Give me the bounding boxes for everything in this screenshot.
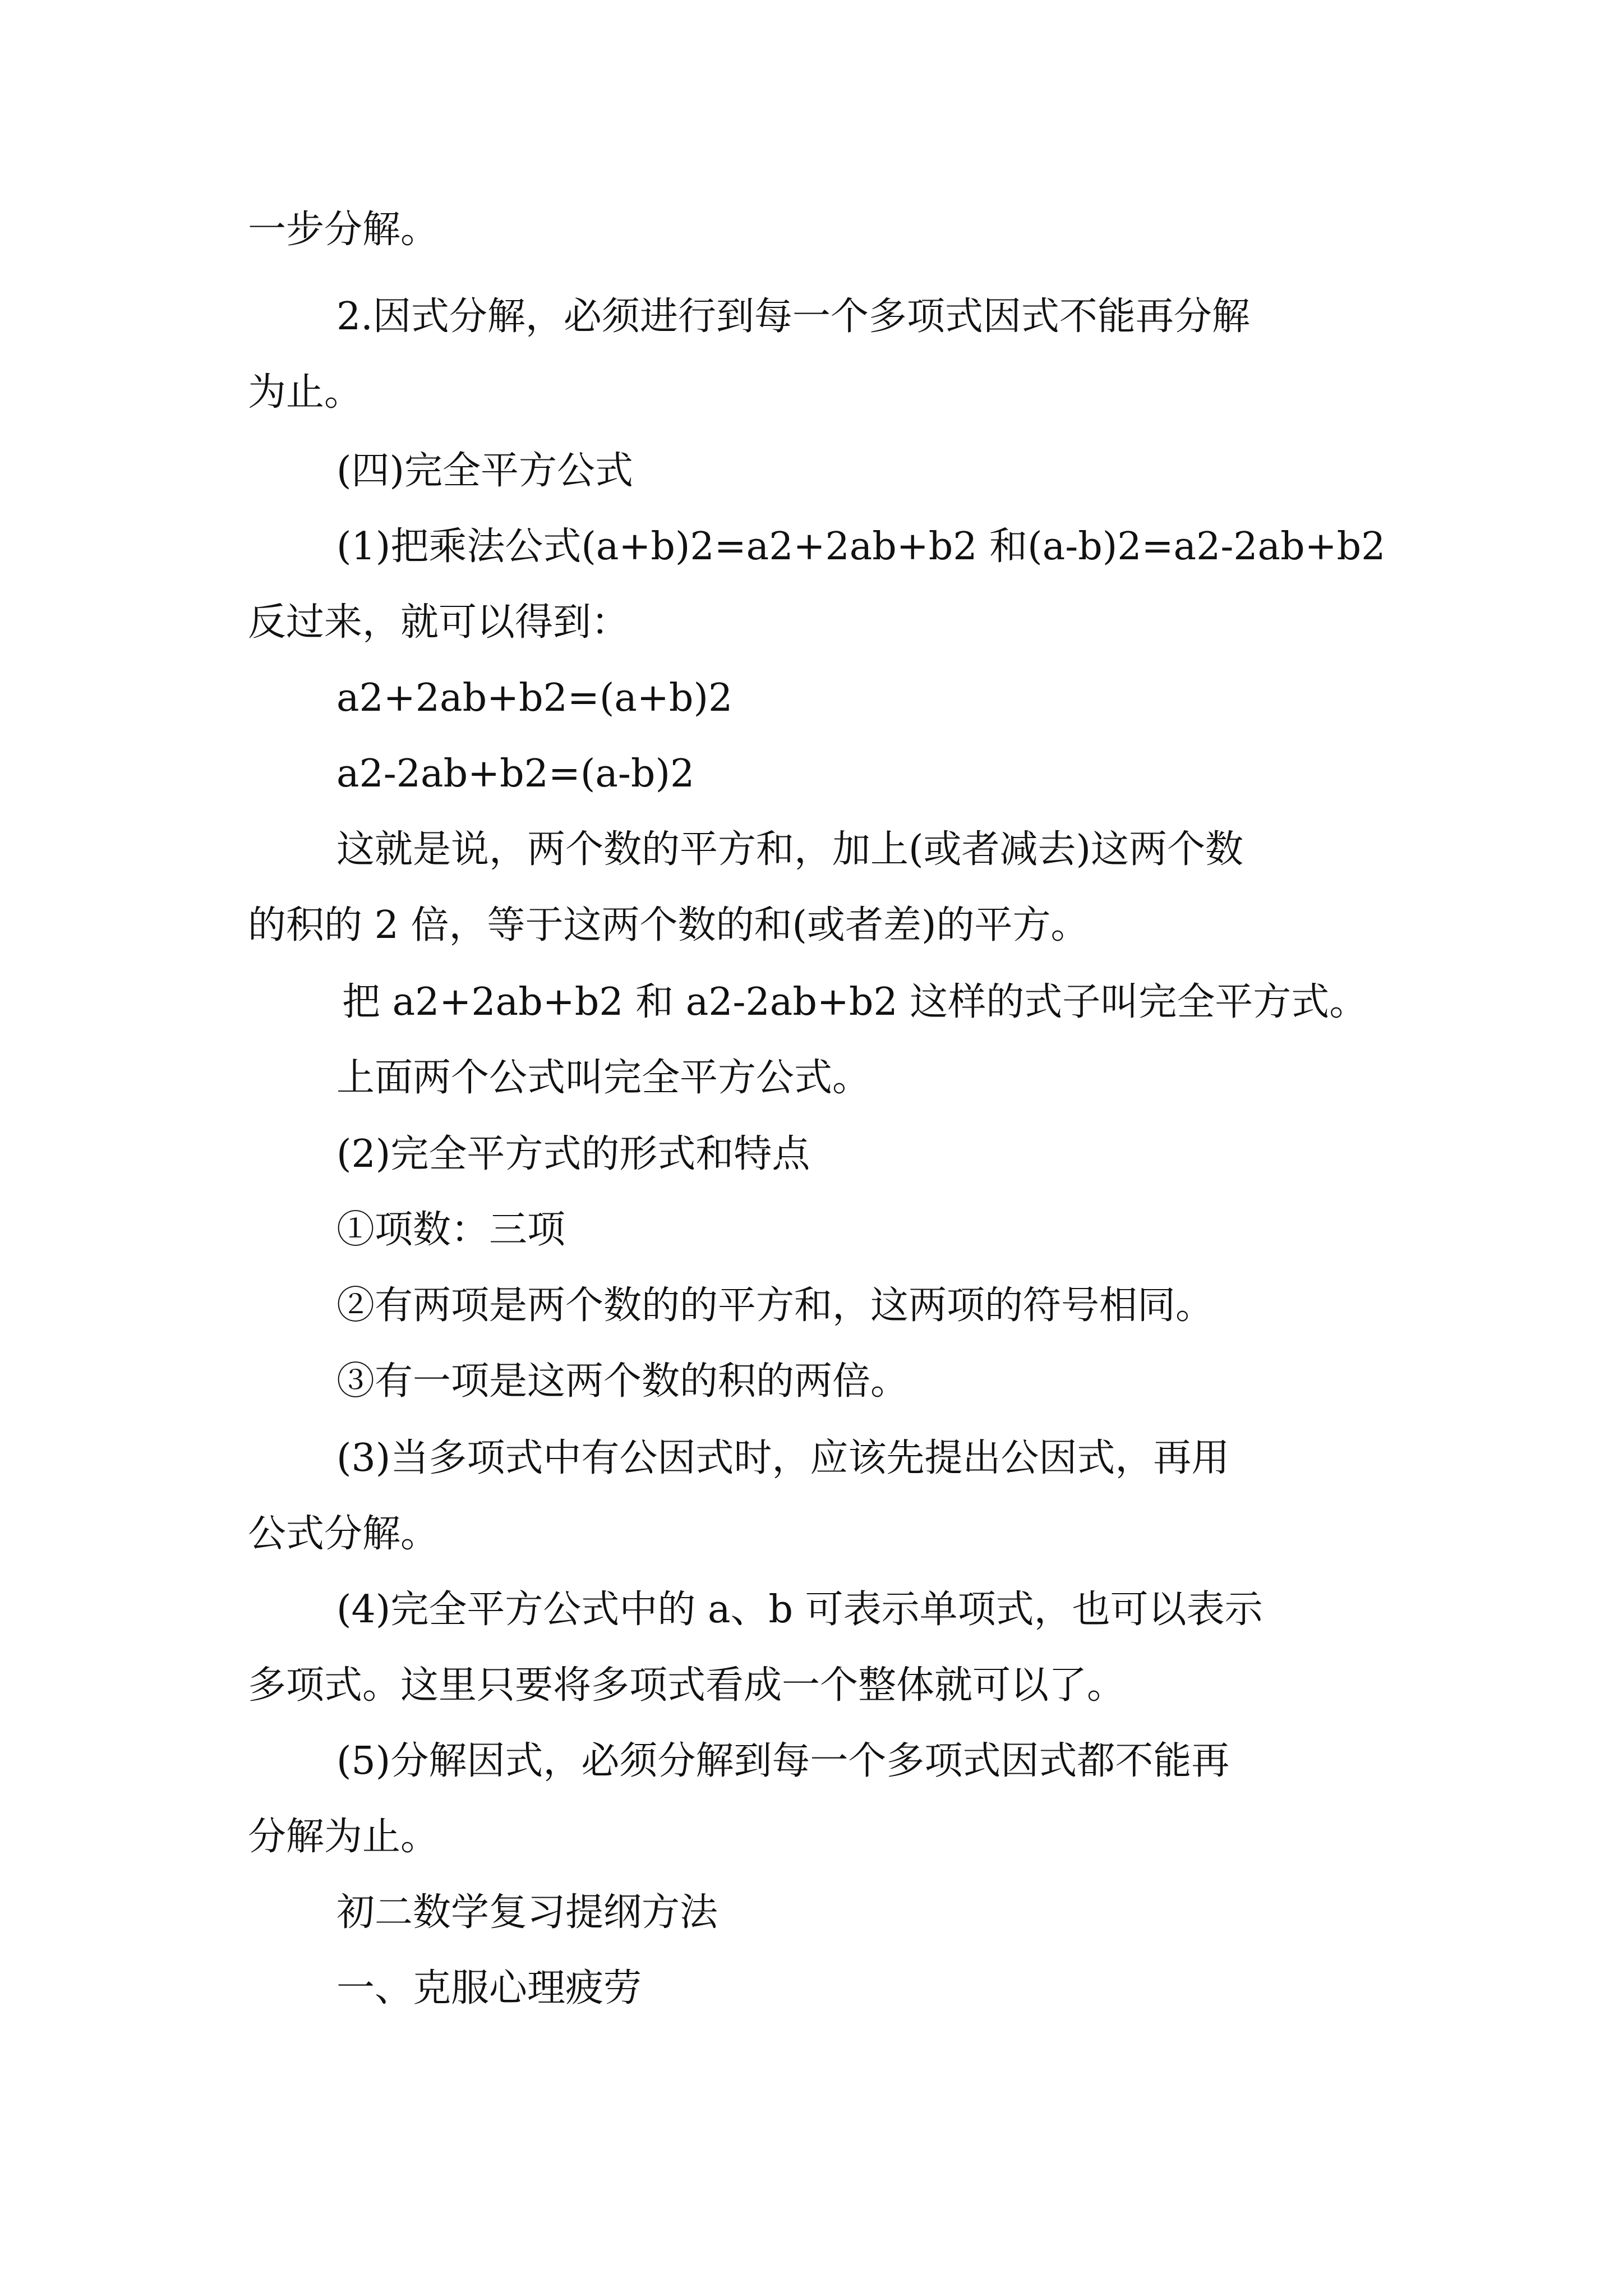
text-line: 2.因式分解，必须进行到每一个多项式因式不能再分解 <box>336 295 1250 339</box>
text-line: 的积的 2 倍，等于这两个数的和(或者差)的平方。 <box>248 903 1089 947</box>
formula-line: a2-2ab+b2=(a-b)2 <box>336 752 695 796</box>
text-line: 这就是说，两个数的平方和，加上(或者减去)这两个数 <box>336 827 1244 872</box>
list-item: ①项数：三项 <box>336 1208 566 1252</box>
text-line: 分解为止。 <box>248 1815 439 1859</box>
section-heading: (四)完全平方公式 <box>336 449 634 493</box>
section-heading: 一、克服心理疲劳 <box>336 1966 642 2010</box>
text-line: (3)当多项式中有公因式时，应该先提出公因式，再用 <box>336 1436 1230 1480</box>
text-line: 为止。 <box>248 370 363 415</box>
section-heading: (2)完全平方式的形式和特点 <box>336 1132 810 1176</box>
section-heading: 初二数学复习提纲方法 <box>336 1890 718 1935</box>
text-line: 把 a2+2ab+b2 和 a2-2ab+b2 这样的式子叫完全平方式。 <box>342 980 1368 1024</box>
text-line: 一步分解。 <box>248 208 439 252</box>
text-line: 上面两个公式叫完全平方公式。 <box>336 1056 871 1100</box>
text-line: 反过来，就可以得到： <box>248 600 630 645</box>
text-line: (4)完全平方公式中的 a、b 可表示单项式，也可以表示 <box>336 1588 1263 1632</box>
text-line: (5)分解因式，必须分解到每一个多项式因式都不能再 <box>336 1739 1230 1783</box>
list-item: ③有一项是这两个数的积的两倍。 <box>336 1359 909 1404</box>
list-item: ②有两项是两个数的的平方和，这两项的符号相同。 <box>336 1283 1214 1328</box>
text-line: (1)把乘法公式(a+b)2=a2+2ab+b2 和(a-b)2=a2-2ab+b2 <box>336 524 1386 569</box>
text-line: 公式分解。 <box>248 1512 439 1556</box>
formula-line: a2+2ab+b2=(a+b)2 <box>336 676 733 720</box>
text-line: 多项式。这里只要将多项式看成一个整体就可以了。 <box>248 1663 1126 1708</box>
